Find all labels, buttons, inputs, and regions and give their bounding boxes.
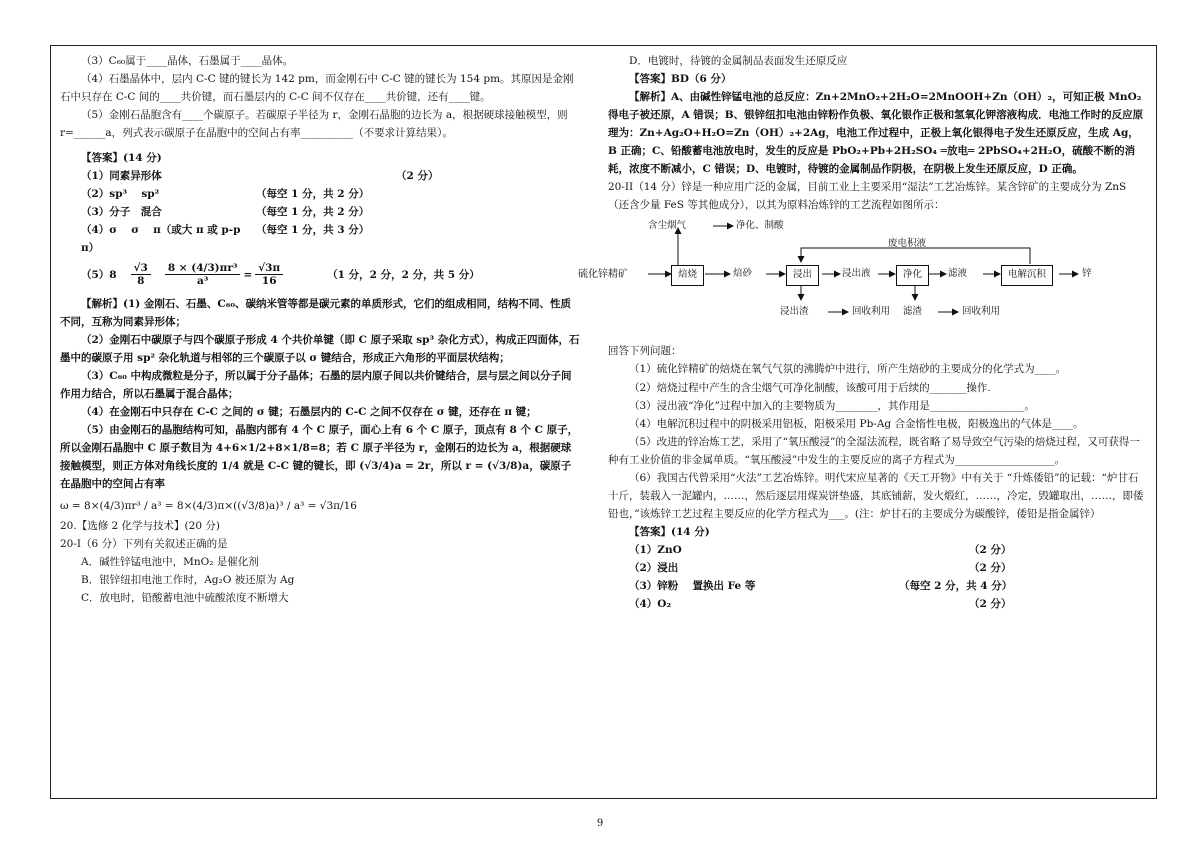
- answer-row: [629, 577, 1146, 595]
- answer-intro: 回答下列问题：: [608, 345, 682, 358]
- answer-5-prefix: （5）8: [81, 268, 117, 281]
- answer-row: [81, 221, 580, 257]
- reuse-label-2: 回收利用: [962, 306, 1001, 318]
- numerator: √3π: [255, 262, 283, 276]
- answer-row: [629, 541, 1146, 559]
- page-number: 9: [596, 818, 604, 829]
- question-20-ii: 20-II（14 分）锌是一种应用广泛的金属，目前工业上主要采用“湿法”工艺冶炼锌。某含锌矿的主要成分为 ZnS（还含少量 FeS 等其他成分），以其为原料冶炼锌的工艺流程如图所示：: [608, 181, 1127, 212]
- question-ii-4: （4）电解沉积过程中的阴极采用铝板，阳极采用 Pb-Ag 合金惰性电极，阳极逸出的气体是____。: [629, 417, 1084, 430]
- answer-20-i: 【答案】BD（6 分）: [629, 73, 732, 86]
- explanation-3: （3）C₆₀ 中构成微粒是分子，所以属于分子晶体；石墨的层内原子间以共价键结合，层与层之间以分子间作用力结合，所以石墨属于混合晶体；: [60, 369, 572, 400]
- filter-residue-label: 滤渣: [903, 306, 923, 318]
- answer-score: （每空 1 分，共 3 分）: [256, 224, 370, 237]
- leach-residue-label: 浸出渣: [780, 306, 809, 318]
- denominator: a³: [196, 275, 209, 288]
- zinc-label: 锌: [1082, 268, 1092, 280]
- answer-score: （每空 1 分，共 2 分）: [256, 206, 370, 219]
- answer-row: [81, 185, 580, 203]
- question-ii-6: （6）我国古代曾采用“火法”工艺冶炼锌。明代宋应星著的《天工开物》中有关于 “升炼倭铅”的记载：“炉甘石十斤，装载入一泥罐内，……，然后逐层用煤炭饼垫盛，其底铺薪，发火煅红，……，冷定，毁罐取出，……，即倭铅也，”该炼锌工艺过程主要反应的化学方程式为___。(注：炉甘石的主要成分为碳酸锌，倭铅是指金属锌）: [608, 471, 1144, 520]
- ore-label: 硫化锌精矿: [578, 269, 628, 281]
- answer-item: （1）同素异形体: [81, 170, 162, 183]
- dust-gas-label: 含尘烟气: [648, 220, 687, 232]
- answer-5-score: （1 分，2 分，2 分，共 5 分）: [327, 268, 480, 281]
- question-20-i: 20-I（6 分）下列有关叙述正确的是: [60, 538, 228, 551]
- numerator: 8 × (4/3)πr³: [165, 262, 241, 276]
- explanation-4: （4）在金刚石中只存在 C-C 之间的 σ 键；石墨层内的 C-C 之间不仅存在 σ 键，还存在 π 键；: [81, 405, 537, 418]
- filtrate-label: 滤液: [948, 268, 968, 280]
- answer-score: （2 分）: [969, 561, 1012, 574]
- option-a: A．碱性锌锰电池中，MnO₂ 是催化剂: [81, 556, 259, 569]
- numerator: √3: [131, 262, 151, 276]
- roasting-box: 焙烧: [671, 265, 704, 285]
- answer-score: （2 分）: [969, 543, 1012, 556]
- answer-row: [629, 595, 1146, 613]
- dust-use-label: 净化、制酸: [736, 220, 784, 232]
- answer-score: （每空 2 分，共 4 分）: [899, 580, 1013, 593]
- question-4: （4）石墨晶体中，层内 C-C 键的键长为 142 pm，而金刚石中 C-C 键的键长为 154 pm。其原因是金刚石中只存在 C-C 间的____共价键，而石墨层内的 C-C 间不仅存在____共价键，还有____键。: [60, 73, 574, 104]
- answer-5-formula: [81, 262, 580, 288]
- denominator: 8: [137, 275, 145, 288]
- option-c: C．放电时，铅酸蓄电池中硫酸浓度不断增大: [81, 592, 289, 605]
- explanation-5: （5）由金刚石的晶胞结构可知，晶胞内部有 4 个 C 原子，面心上有 6 个 C 原子，顶点有 8 个 C 原子，所以金刚石晶胞中 C 原子数目为 4+6×1/2+8×1/8=8；若 C 原子半径为 r，金刚石的边长为 a，根据硬球接触模型，则正方体对角线长度的 1/4 就是 C-C 键的键长，即 (√3/4)a = 2r，所以 r = (√3/8)a，碳原子在晶胞中的空间占有率: [60, 424, 579, 491]
- answer-item: （1）ZnO: [629, 543, 682, 556]
- answer-item: （4）O₂: [629, 598, 672, 611]
- answer-item: （4）σ σ π（或大 π 或 p-p π）: [81, 224, 241, 255]
- explanation-20-i: 【解析】A、由碱性锌锰电池的总反应：Zn+2MnO₂+2H₂O=2MnOOH+Zn（OH）₂，可知正极 MnO₂ 得电子被还原，A 错误；B、银锌纽扣电池由锌粉作负极、氧化银作正极和氢氧化钾溶液构成．电池工作时的反应原理为：Zn+Ag₂O+H₂O=Zn（OH）₂+2Ag，电池工作过程中，正极上氧化银得电子发生还原反应，生成 Ag，B 正确；C、铅酸蓄电池放电时，发生的反应是 PbO₂+Pb+2H₂SO₄ ═放电═ 2PbSO₄+2H₂O，硫酸不断的消耗，浓度不断减小，C 错误；D、电镀时，待镀的金属制品作阴极，在阴极上发生还原反应，D 正确。: [608, 91, 1144, 176]
- answer-item: （3）分子 混合: [81, 206, 162, 219]
- fraction: [131, 262, 151, 288]
- option-b: B．银锌纽扣电池工作时，Ag₂O 被还原为 Ag: [81, 574, 295, 587]
- question-ii-2: （2）焙烧过程中产生的含尘烟气可净化制酸，该酸可用于后续的_______操作.: [629, 381, 991, 394]
- reuse-label-1: 回收利用: [852, 306, 891, 318]
- denominator: 16: [261, 275, 277, 288]
- section-20-title: 20.【选修 2 化学与技术】(20 分): [60, 520, 220, 533]
- question-5: （5）金刚石晶胞含有____个碳原子。若碳原子半径为 r，金刚石晶胞的边长为 a，根据硬球接触模型，则 r=______a，列式表示碳原子在晶胞中的空间占有率__________（不要求计算结果）。: [60, 109, 568, 140]
- question-ii-1: （1）硫化锌精矿的焙烧在氧气气氛的沸腾炉中进行，所产生焙砂的主要成分的化学式为____。: [629, 363, 1067, 376]
- answer-row: [629, 559, 1146, 577]
- question-ii-5: （5）改进的锌冶炼工艺，采用了“氧压酸浸”的全湿法流程，既省略了易导致空气污染的焙烧过程，又可获得一种有工业价值的非金属单质。“氧压酸浸”中发生的主要反应的离子方程式为___________________。: [608, 435, 1140, 466]
- omega-formula: ω = 8×(4/3)πr³ / a³ = 8×(4/3)π×((√3/8)a)³ / a³ = √3π/16: [60, 500, 357, 513]
- equals-sign: =: [243, 268, 253, 281]
- answer-row: [81, 167, 580, 185]
- question-3: （3）C₆₀属于____晶体，石墨属于____晶体。: [81, 55, 294, 67]
- fraction: [255, 262, 283, 288]
- process-flow-diagram: [578, 218, 1146, 336]
- explanation-1: 【解析】(1) 金刚石、石墨、C₆₀、碳纳米管等都是碳元素的单质形式，它们的组成相同，结构不同、性质不同，互称为同素异形体；: [60, 297, 571, 328]
- leach-liquid-label: 浸出液: [842, 268, 871, 280]
- leaching-box: 浸出: [786, 265, 819, 285]
- explanation-2: （2）金刚石中碳原子与四个碳原子形成 4 个共价单键（即 C 原子采取 sp³ 杂化方式），构成正四面体，石墨中的碳原子用 sp² 杂化轨道与相邻的三个碳原子以 σ 键结合，形成正六角形的平面层状结构；: [60, 333, 580, 364]
- ratio-expression: [165, 262, 283, 288]
- purification-box: 净化: [896, 265, 929, 285]
- answer-item: （3）锌粉 置换出 Fe 等: [629, 580, 756, 593]
- calcine-label: 焙砂: [733, 268, 753, 280]
- waste-liquid-label: 废电积液: [888, 238, 927, 250]
- answer-score: （2 分）: [396, 170, 439, 183]
- right-column: [578, 52, 1146, 613]
- fraction: [165, 262, 241, 288]
- question-ii-3: （3）浸出液“净化”过程中加入的主要物质为________，其作用是__________________。: [629, 399, 1035, 412]
- answer-item: （2）浸出: [629, 561, 679, 574]
- answer-ii-title: 【答案】(14 分): [629, 525, 710, 538]
- option-d: D．电镀时，待镀的金属制品表面发生还原反应: [629, 55, 848, 67]
- answer-score: （2 分）: [969, 598, 1012, 611]
- answer-score: （每空 1 分，共 2 分）: [256, 188, 370, 201]
- left-column: [60, 52, 580, 608]
- answer-item: （2）sp³ sp²: [81, 188, 160, 201]
- answer-title: 【答案】(14 分): [81, 152, 162, 165]
- electrowinning-box: 电解沉积: [1001, 265, 1053, 285]
- answer-row: [81, 203, 580, 221]
